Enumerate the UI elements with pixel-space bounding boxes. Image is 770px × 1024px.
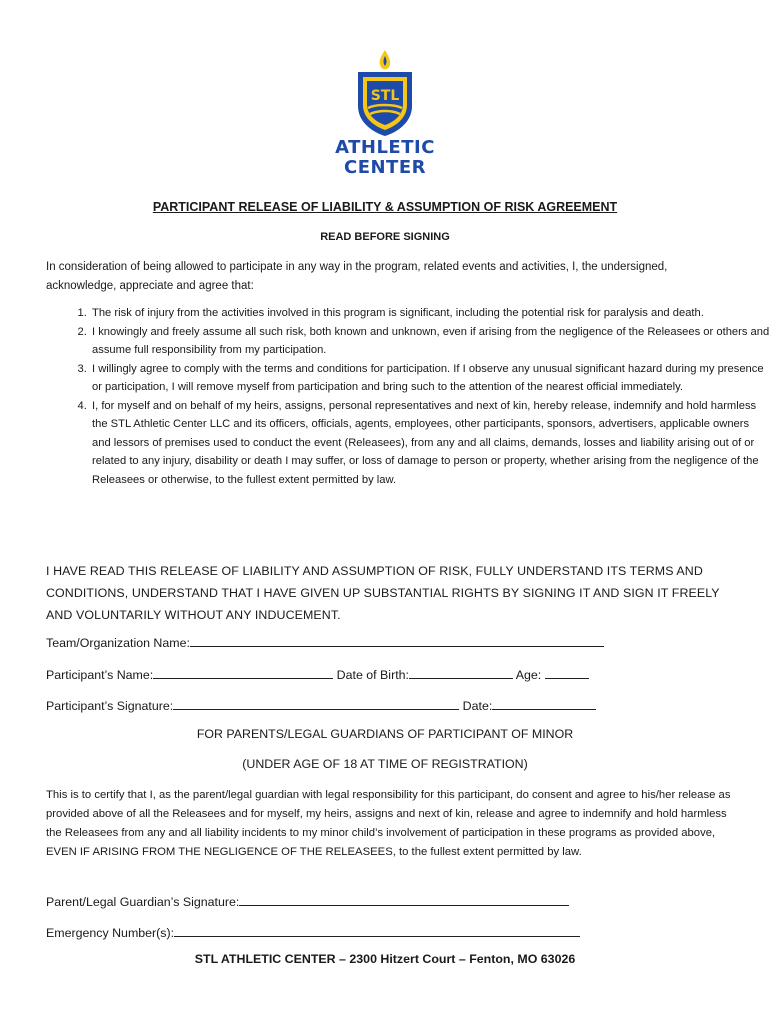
- shield-flame-icon: [354, 48, 416, 138]
- term-item: 4. I, for myself and on behalf of my heirs, assigns, personal representatives and next of kin, hereby release, indemnify and hold harmless the STL Athletic Center LLC and its officers, officials, agents, employees, other participants, sponsors, advertisers, applicable owners and lessors of premises used to conduct the event (Releasees), from any and all claims, demands, losses and liability arising out of or related to any injury, disability or death I may suffer, or loss of damage to person or property, whether arising from the negligence of the Releasees or otherwise, to the fullest extent permitted by law.: [90, 397, 770, 490]
- guardian-signature-input-line[interactable]: [239, 891, 569, 906]
- term-item: 1. The risk of injury from the activities involved in this program is significant, including the potential risk for paralysis and death.: [90, 304, 770, 323]
- document-title: PARTICIPANT RELEASE OF LIABILITY & ASSUMPTION OF RISK AGREEMENT: [152, 200, 618, 214]
- team-label: Team/Organization Name:: [46, 636, 190, 650]
- guardian-signature-label: Parent/Legal Guardian’s Signature:: [46, 895, 240, 909]
- date-input-line[interactable]: [492, 695, 596, 710]
- intro-paragraph: In consideration of being allowed to participate in any way in the program, related events and activities, I, the undersigned, acknowledge, appreciate and agree that:: [46, 261, 668, 292]
- stl-athletic-center-logo: [330, 48, 440, 180]
- participant-signature-label: Participant’s Signature:: [46, 699, 174, 713]
- emergency-label: Emergency Number(s):: [46, 926, 175, 940]
- participant-name-label: Participant’s Name:: [46, 668, 154, 682]
- age-input-line[interactable]: [545, 664, 589, 679]
- guardian-signature-row: [46, 891, 569, 909]
- dob-input-line[interactable]: [409, 664, 513, 679]
- emergency-number-row: [46, 922, 580, 940]
- parent-consent-paragraph: This is to certify that I, as the parent/legal guardian with legal responsibility for this participant, do consent and agree to his/her release as provided above of all the Releasees and for myself, my heirs, assigns and next of kin, release and agree to indemnify and hold harmless the Releasees from any and all liability incidents to my minor child’s involvement of participation in these programs as provided above, EVEN IF ARISING FROM THE NEGLIGENCE OF THE RELEASEES, to the fullest extent permitted by law.: [46, 789, 731, 858]
- dob-label: Date of Birth:: [336, 668, 409, 682]
- team-input-line[interactable]: [190, 632, 604, 647]
- logo-line-1: ATHLETIC: [335, 137, 435, 158]
- document-subtitle: READ BEFORE SIGNING: [320, 231, 450, 243]
- participant-info-row: [46, 664, 589, 682]
- logo-badge-text: STL: [370, 88, 400, 104]
- emergency-input-line[interactable]: [174, 922, 580, 937]
- footer-address: STL ATHLETIC CENTER – 2300 Hitzert Court – Fenton, MO 63026: [194, 952, 576, 966]
- participant-signature-input-line[interactable]: [173, 695, 459, 710]
- minor-heading: FOR PARENTS/LEGAL GUARDIANS OF PARTICIPANT OF MINOR: [196, 727, 574, 741]
- participant-signature-row: [46, 695, 596, 713]
- terms-list: [46, 304, 770, 489]
- participant-name-input-line[interactable]: [153, 664, 333, 679]
- team-field-row: [46, 632, 604, 650]
- date-label: Date:: [462, 699, 493, 713]
- logo-line-2: CENTER: [343, 157, 426, 178]
- term-item: 3. I willingly agree to comply with the terms and conditions for participation. If I observe any unusual significant hazard during my presence or participation, I will remove myself from participation and bring such to the attention of the nearest official immediately.: [90, 360, 770, 397]
- term-item: 2. I knowingly and freely assume all such risk, both known and unknown, even if arising from the negligence of the Releasees or others and assume full responsibility from my participation.: [90, 323, 770, 360]
- age-label: Age:: [515, 668, 542, 682]
- acknowledgement-paragraph: I HAVE READ THIS RELEASE OF LIABILITY AND ASSUMPTION OF RISK, FULLY UNDERSTAND ITS TERMS AND CONDITIONS, UNDERSTAND THAT I HAVE GIVEN UP SUBSTANTIAL RIGHTS BY SIGNING IT AND SIGN IT FREELY AND VOLUNTARILY WITHOUT ANY INDUCEMENT.: [46, 564, 720, 622]
- minor-subheading: (UNDER AGE OF 18 AT TIME OF REGISTRATION): [242, 757, 528, 771]
